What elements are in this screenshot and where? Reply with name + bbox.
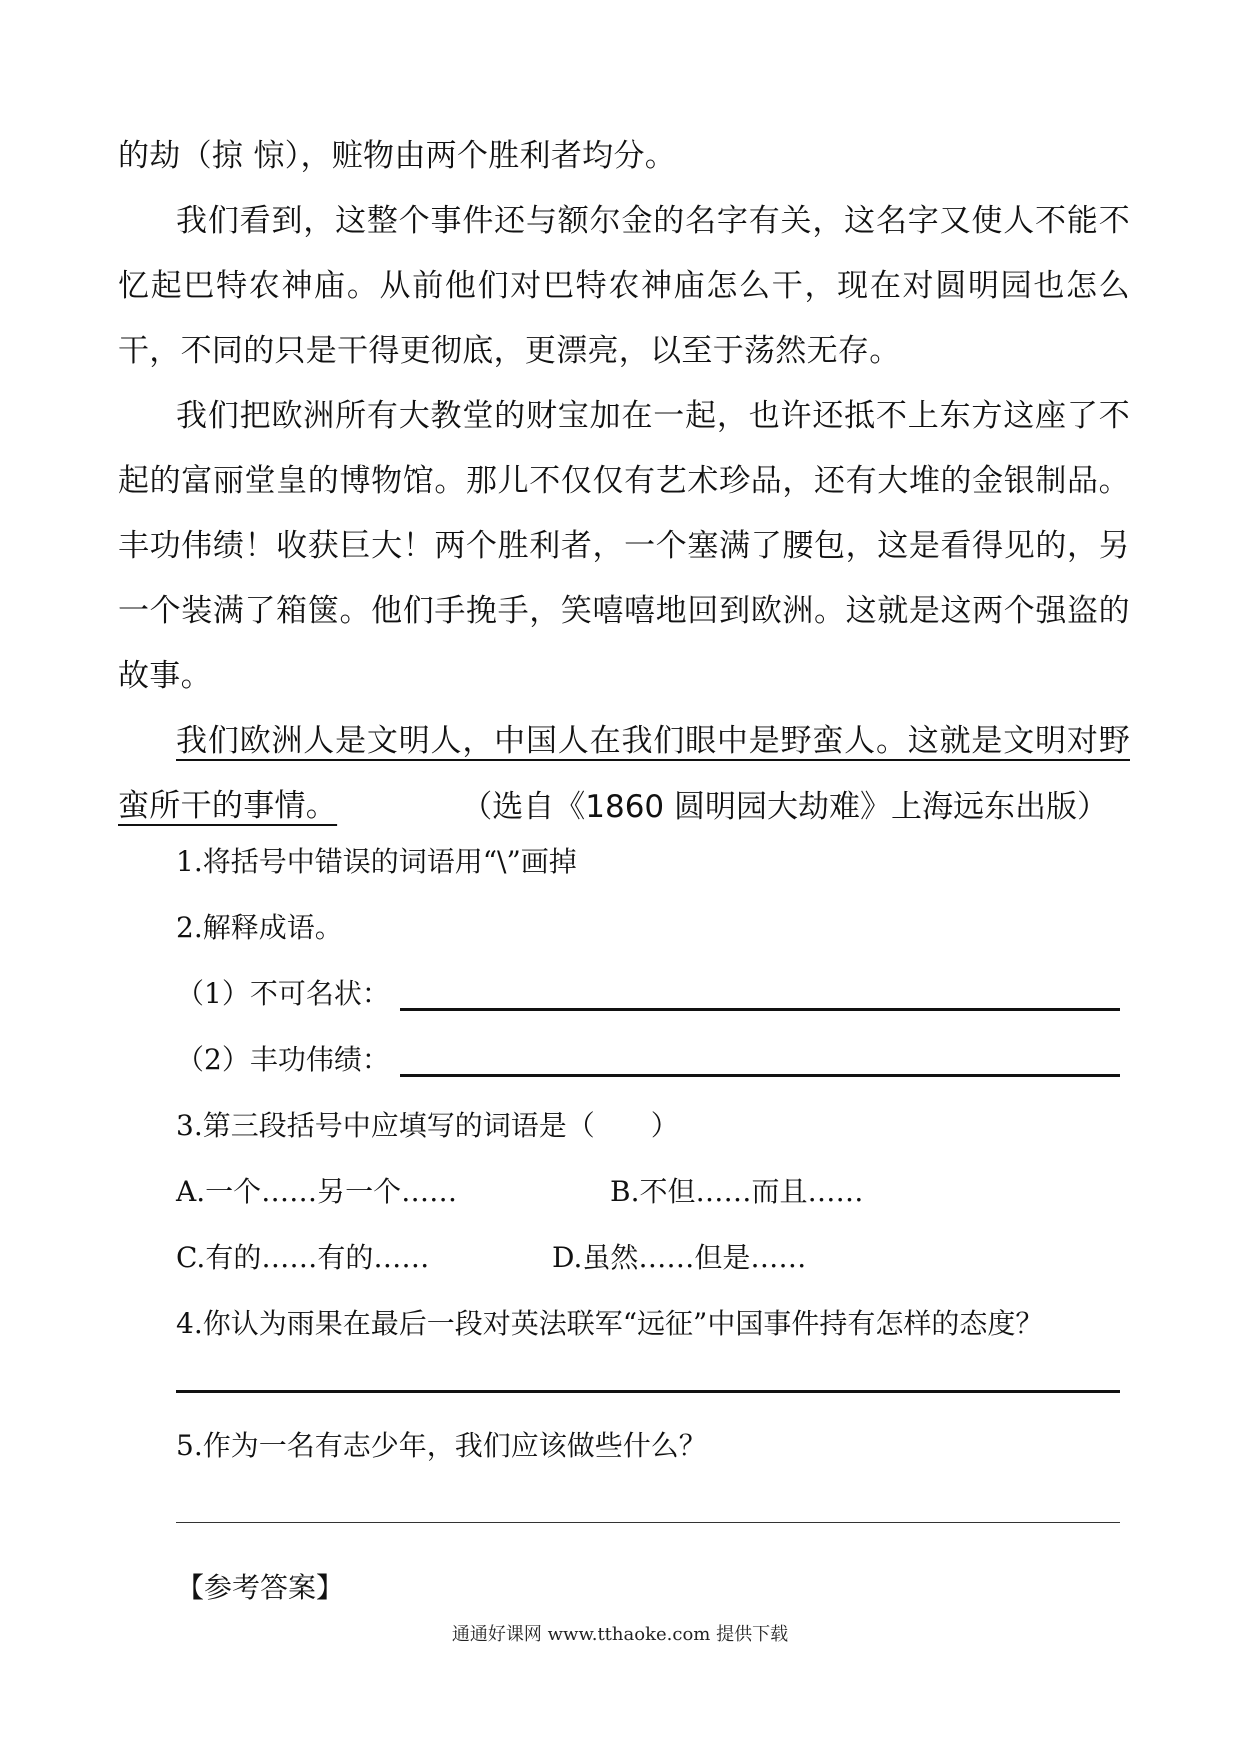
question-3: 3.第三段括号中应填写的词语是（ ）: [176, 1109, 679, 1142]
answer-heading: 【参考答案】: [176, 1571, 345, 1604]
answer-line-2-2[interactable]: [400, 1074, 1120, 1077]
question-3-option-d: D.虽然……但是……: [552, 1241, 807, 1274]
question-2-item-1-label: （1）不可名状：: [176, 977, 390, 1010]
answer-line-5[interactable]: [176, 1522, 1120, 1523]
question-3-option-b: B.不但……而且……: [610, 1175, 864, 1208]
question-5: 5.作为一名有志少年，我们应该做些什么？: [176, 1429, 707, 1462]
answer-line-2-1[interactable]: [400, 1008, 1120, 1011]
question-3-option-a: A.一个……另一个……: [176, 1175, 458, 1208]
page-footer: 通通好课网 www.tthaoke.com 提供下载: [451, 1624, 789, 1645]
passage-paragraph-3: 我们把欧洲所有大教堂的财宝加在一起，也许还抵不上东方这座了不起的富丽堂皇的博物馆。那儿不仅仅有艺术珍品，还有大堆的金银制品。丰功伟绩！收获巨大！两个胜利者，一个塞满了腰包，这是看得见的，另一个装满了箱箧。他们手挽手，笑嘻嘻地回到欧洲。这就是这两个强盗的故事。: [118, 398, 1130, 694]
passage-paragraph-1: 的劫（掠 惊），赃物由两个胜利者均分。: [118, 138, 677, 174]
passage-paragraph-2: 我们看到，这整个事件还与额尔金的名字有关，这名字又使人不能不忆起巴特农神庙。从前他们对巴特农神庙怎么干，现在对圆明园也怎么干，不同的只是干得更彻底，更漂亮，以至于荡然无存。: [118, 203, 1130, 369]
answer-line-4[interactable]: [176, 1390, 1120, 1393]
question-1: 1.将括号中错误的词语用“\”画掉: [176, 845, 577, 878]
question-2: 2.解释成语。: [176, 911, 343, 944]
question-3-option-c: C.有的……有的……: [176, 1241, 430, 1274]
question-2-item-2-label: （2）丰功伟绩：: [176, 1043, 390, 1076]
underlined-sentence: 我们欧洲人是文明人，中国人在我们眼中是野蛮人。这就是文明对野蛮所干的事情。: [118, 723, 1130, 824]
reading-passage: [118, 124, 1130, 839]
question-4: 4.你认为雨果在最后一段对英法联军“远征”中国事件持有怎样的态度？: [176, 1307, 1044, 1340]
passage-source: （选自《1860 圆明园大劫难》上海远东出版）: [461, 789, 1108, 825]
